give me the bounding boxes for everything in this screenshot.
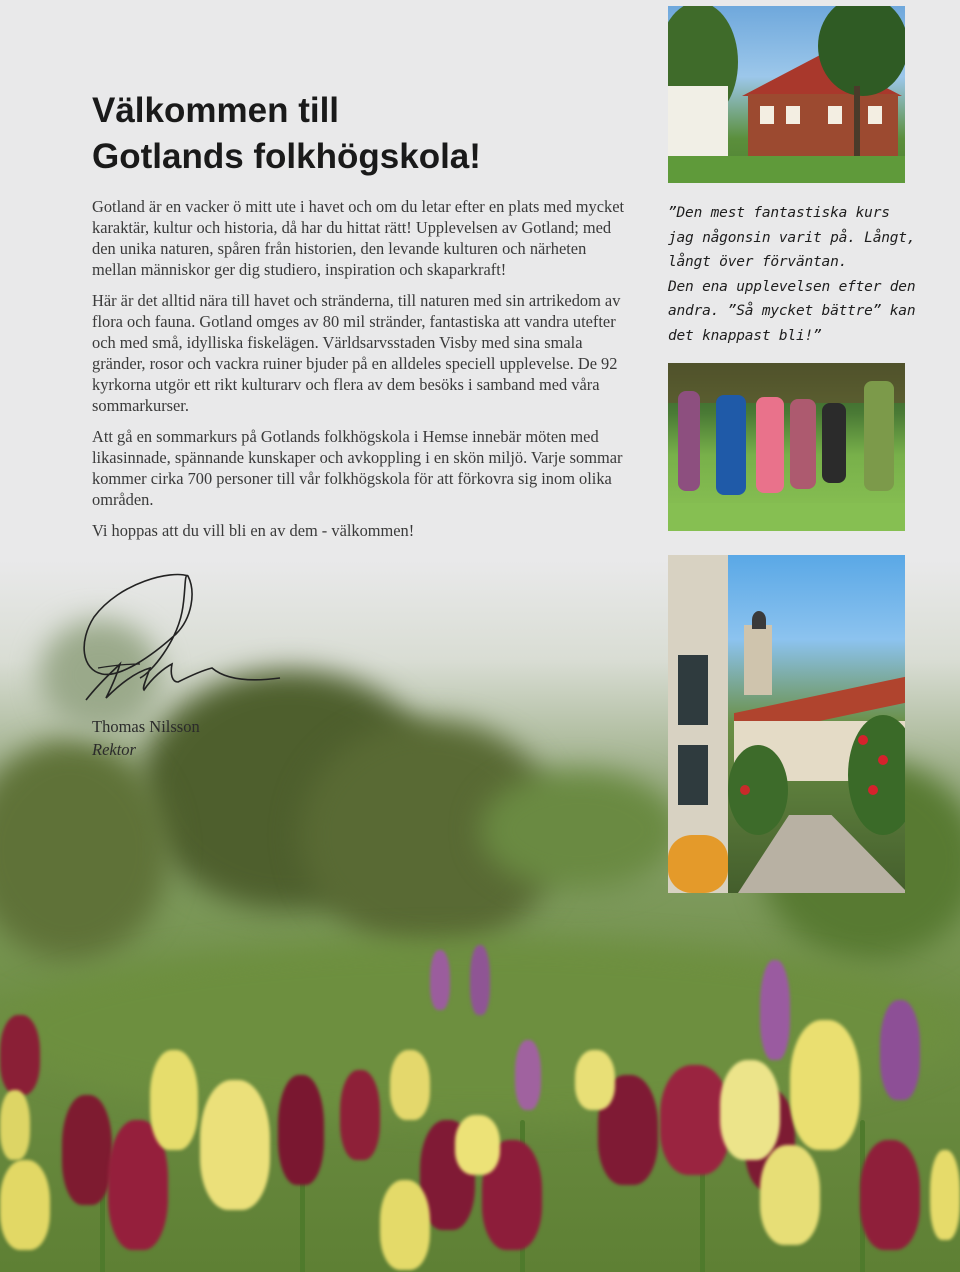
signature-role: Rektor: [92, 740, 136, 759]
course-group-photo: [668, 363, 905, 531]
paragraph-summer-courses: Att gå en sommarkurs på Gotlands folkhögskola i Hemse innebär möten med likasinnade, spännande kunskaper och avkoppling i en skön miljö. Varje sommar kommer cirka 700 personer till vår folkhögskola för att förkovra sig inom olika områden.: [92, 427, 623, 509]
quote-line-1: ”Den mest fantastiska kurs jag någonsin varit på. Långt, långt över förväntan.: [668, 205, 916, 270]
title-line-2: Gotlands folkhögskola!: [92, 137, 481, 176]
signature-name: Thomas Nilsson: [92, 717, 200, 736]
school-house-photo: [668, 6, 905, 183]
page-title: [92, 88, 612, 180]
quote-line-2: Den ena upplevelsen efter den andra. ”Så mycket bättre” kan det knappast bli!”: [668, 278, 916, 344]
student-quote: [668, 201, 918, 348]
intro-text: [92, 196, 632, 551]
title-line-1: Välkommen till: [92, 91, 340, 130]
paragraph-welcome: Vi hoppas att du vill bli en av dem - välkommen!: [92, 521, 415, 540]
visby-street-photo: [668, 555, 905, 893]
paragraph-nature: Här är det alltid nära till havet och stränderna, till naturen med sin artrikedom av flora och fauna. Gotland omges av 80 mil stränder, fantastiska att vandra utefter och med små, idylliska fiskelägen. Världsarvsstaden Visby med sina smala gränder, rosor och vackra ruiner bjuder på en alldeles speciell upplevelse. De 92 kyrkorna utgör ett rikt kulturarv och flera av dem besöks i samband med våra sommarkurser.: [92, 291, 621, 415]
handwritten-signature: [80, 572, 290, 712]
paragraph-intro: Gotland är en vacker ö mitt ute i havet och om du letar efter en plats med mycket karaktär, kultur och historia, då har du hittat rätt! Upplevelsen av Gotland; med den unika naturen, spåren från historien, den levande kulturen och närheten mellan människor ger dig studiero, inspiration och skaparkraft!: [92, 197, 625, 279]
